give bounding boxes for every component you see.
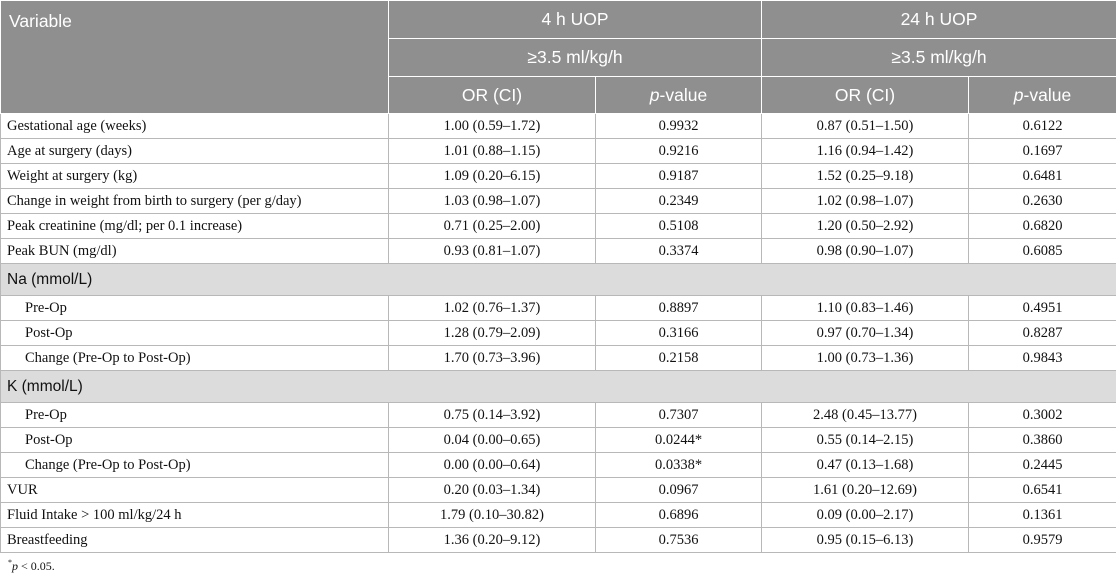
or-4h-cell: 1.36 (0.20–9.12) xyxy=(389,528,596,553)
table-row xyxy=(1,239,1116,264)
table-row xyxy=(1,453,1116,478)
row-label: Change (Pre-Op to Post-Op) xyxy=(1,346,389,371)
or-4h-cell: 1.79 (0.10–30.82) xyxy=(389,503,596,528)
table-row xyxy=(1,114,1116,139)
row-label: VUR xyxy=(1,478,389,503)
or-4h-cell: 0.93 (0.81–1.07) xyxy=(389,239,596,264)
p-4h-cell: 0.3374 xyxy=(596,239,762,264)
row-label: Fluid Intake > 100 ml/kg/24 h xyxy=(1,503,389,528)
table-body xyxy=(1,114,1116,553)
or-24h-cell: 1.20 (0.50–2.92) xyxy=(762,214,969,239)
table-row xyxy=(1,478,1116,503)
row-label: Pre-Op xyxy=(1,403,389,428)
row-label: Age at surgery (days) xyxy=(1,139,389,164)
footnote-text: < 0.05. xyxy=(18,559,55,573)
header-24h-threshold: ≥3.5 ml/kg/h xyxy=(762,39,1116,77)
header-4h-pvalue xyxy=(596,77,762,114)
section-k-label: K (mmol/L) xyxy=(1,371,1116,403)
p-4h-cell: 0.9187 xyxy=(596,164,762,189)
table-row xyxy=(1,403,1116,428)
p-24h-cell: 0.9579 xyxy=(969,528,1116,553)
p-4h-cell: 0.2349 xyxy=(596,189,762,214)
p-24h-cell: 0.6820 xyxy=(969,214,1116,239)
or-24h-cell: 1.10 (0.83–1.46) xyxy=(762,296,969,321)
p-4h-cell: 0.8897 xyxy=(596,296,762,321)
footnote-p: p xyxy=(12,559,18,573)
or-24h-cell: 0.87 (0.51–1.50) xyxy=(762,114,969,139)
or-4h-cell: 1.00 (0.59–1.72) xyxy=(389,114,596,139)
p-24h-cell: 0.9843 xyxy=(969,346,1116,371)
p-4h-cell: 0.0244* xyxy=(596,428,762,453)
header-24h-p-italic: p xyxy=(1013,84,1024,105)
p-24h-cell: 0.1361 xyxy=(969,503,1116,528)
header-4h-uop: 4 h UOP xyxy=(389,1,762,39)
p-24h-cell: 0.3860 xyxy=(969,428,1116,453)
header-24h-uop: 24 h UOP xyxy=(762,1,1116,39)
p-4h-cell: 0.9932 xyxy=(596,114,762,139)
section-na-label: Na (mmol/L) xyxy=(1,264,1116,296)
p-4h-cell: 0.3166 xyxy=(596,321,762,346)
p-24h-cell: 0.6122 xyxy=(969,114,1116,139)
table-row xyxy=(1,346,1116,371)
p-4h-cell: 0.5108 xyxy=(596,214,762,239)
or-4h-cell: 1.02 (0.76–1.37) xyxy=(389,296,596,321)
table-row xyxy=(1,164,1116,189)
row-label: Weight at surgery (kg) xyxy=(1,164,389,189)
or-4h-cell: 0.20 (0.03–1.34) xyxy=(389,478,596,503)
header-4h-or: OR (CI) xyxy=(389,77,596,114)
p-4h-cell: 0.0338* xyxy=(596,453,762,478)
p-24h-cell: 0.4951 xyxy=(969,296,1116,321)
or-24h-cell: 1.00 (0.73–1.36) xyxy=(762,346,969,371)
row-label: Post-Op xyxy=(1,321,389,346)
row-label: Post-Op xyxy=(1,428,389,453)
p-24h-cell: 0.6541 xyxy=(969,478,1116,503)
or-4h-cell: 0.75 (0.14–3.92) xyxy=(389,403,596,428)
or-4h-cell: 0.04 (0.00–0.65) xyxy=(389,428,596,453)
header-4h-threshold: ≥3.5 ml/kg/h xyxy=(389,39,762,77)
row-label: Peak BUN (mg/dl) xyxy=(1,239,389,264)
or-4h-cell: 0.00 (0.00–0.64) xyxy=(389,453,596,478)
footnote xyxy=(8,558,55,574)
p-24h-cell: 0.8287 xyxy=(969,321,1116,346)
or-24h-cell: 0.95 (0.15–6.13) xyxy=(762,528,969,553)
or-24h-cell: 1.61 (0.20–12.69) xyxy=(762,478,969,503)
p-4h-cell: 0.0967 xyxy=(596,478,762,503)
section-k xyxy=(1,371,1116,403)
or-4h-cell: 1.01 (0.88–1.15) xyxy=(389,139,596,164)
or-24h-cell: 0.55 (0.14–2.15) xyxy=(762,428,969,453)
p-24h-cell: 0.1697 xyxy=(969,139,1116,164)
row-label: Breastfeeding xyxy=(1,528,389,553)
or-24h-cell: 0.47 (0.13–1.68) xyxy=(762,453,969,478)
or-24h-cell: 0.97 (0.70–1.34) xyxy=(762,321,969,346)
header-24h-p-rest: -value xyxy=(1023,84,1072,105)
p-4h-cell: 0.9216 xyxy=(596,139,762,164)
table-row xyxy=(1,296,1116,321)
table-row xyxy=(1,214,1116,239)
or-4h-cell: 1.03 (0.98–1.07) xyxy=(389,189,596,214)
table-row xyxy=(1,189,1116,214)
row-label: Pre-Op xyxy=(1,296,389,321)
p-4h-cell: 0.7307 xyxy=(596,403,762,428)
table-row xyxy=(1,428,1116,453)
row-label: Peak creatinine (mg/dl; per 0.1 increase) xyxy=(1,214,389,239)
or-4h-cell: 1.70 (0.73–3.96) xyxy=(389,346,596,371)
p-4h-cell: 0.7536 xyxy=(596,528,762,553)
p-24h-cell: 0.3002 xyxy=(969,403,1116,428)
or-24h-cell: 2.48 (0.45–13.77) xyxy=(762,403,969,428)
or-24h-cell: 1.02 (0.98–1.07) xyxy=(762,189,969,214)
or-4h-cell: 0.71 (0.25–2.00) xyxy=(389,214,596,239)
header-4h-p-italic: p xyxy=(649,84,660,105)
header-24h-pvalue xyxy=(969,77,1116,114)
row-label: Change (Pre-Op to Post-Op) xyxy=(1,453,389,478)
footnote-mark: * xyxy=(8,558,12,567)
p-4h-cell: 0.6896 xyxy=(596,503,762,528)
header-variable: Variable xyxy=(1,1,389,114)
or-4h-cell: 1.28 (0.79–2.09) xyxy=(389,321,596,346)
section-na xyxy=(1,264,1116,296)
table-row xyxy=(1,503,1116,528)
p-24h-cell: 0.6085 xyxy=(969,239,1116,264)
p-24h-cell: 0.2630 xyxy=(969,189,1116,214)
or-4h-cell: 1.09 (0.20–6.15) xyxy=(389,164,596,189)
or-24h-cell: 0.98 (0.90–1.07) xyxy=(762,239,969,264)
header-24h-or: OR (CI) xyxy=(762,77,969,114)
p-24h-cell: 0.2445 xyxy=(969,453,1116,478)
or-24h-cell: 1.52 (0.25–9.18) xyxy=(762,164,969,189)
header-4h-p-rest: -value xyxy=(659,84,708,105)
table-row xyxy=(1,528,1116,553)
or-24h-cell: 0.09 (0.00–2.17) xyxy=(762,503,969,528)
table-row xyxy=(1,321,1116,346)
row-label: Change in weight from birth to surgery (per g/day) xyxy=(1,189,389,214)
row-label: Gestational age (weeks) xyxy=(1,114,389,139)
table-row xyxy=(1,139,1116,164)
p-24h-cell: 0.6481 xyxy=(969,164,1116,189)
or-24h-cell: 1.16 (0.94–1.42) xyxy=(762,139,969,164)
p-4h-cell: 0.2158 xyxy=(596,346,762,371)
